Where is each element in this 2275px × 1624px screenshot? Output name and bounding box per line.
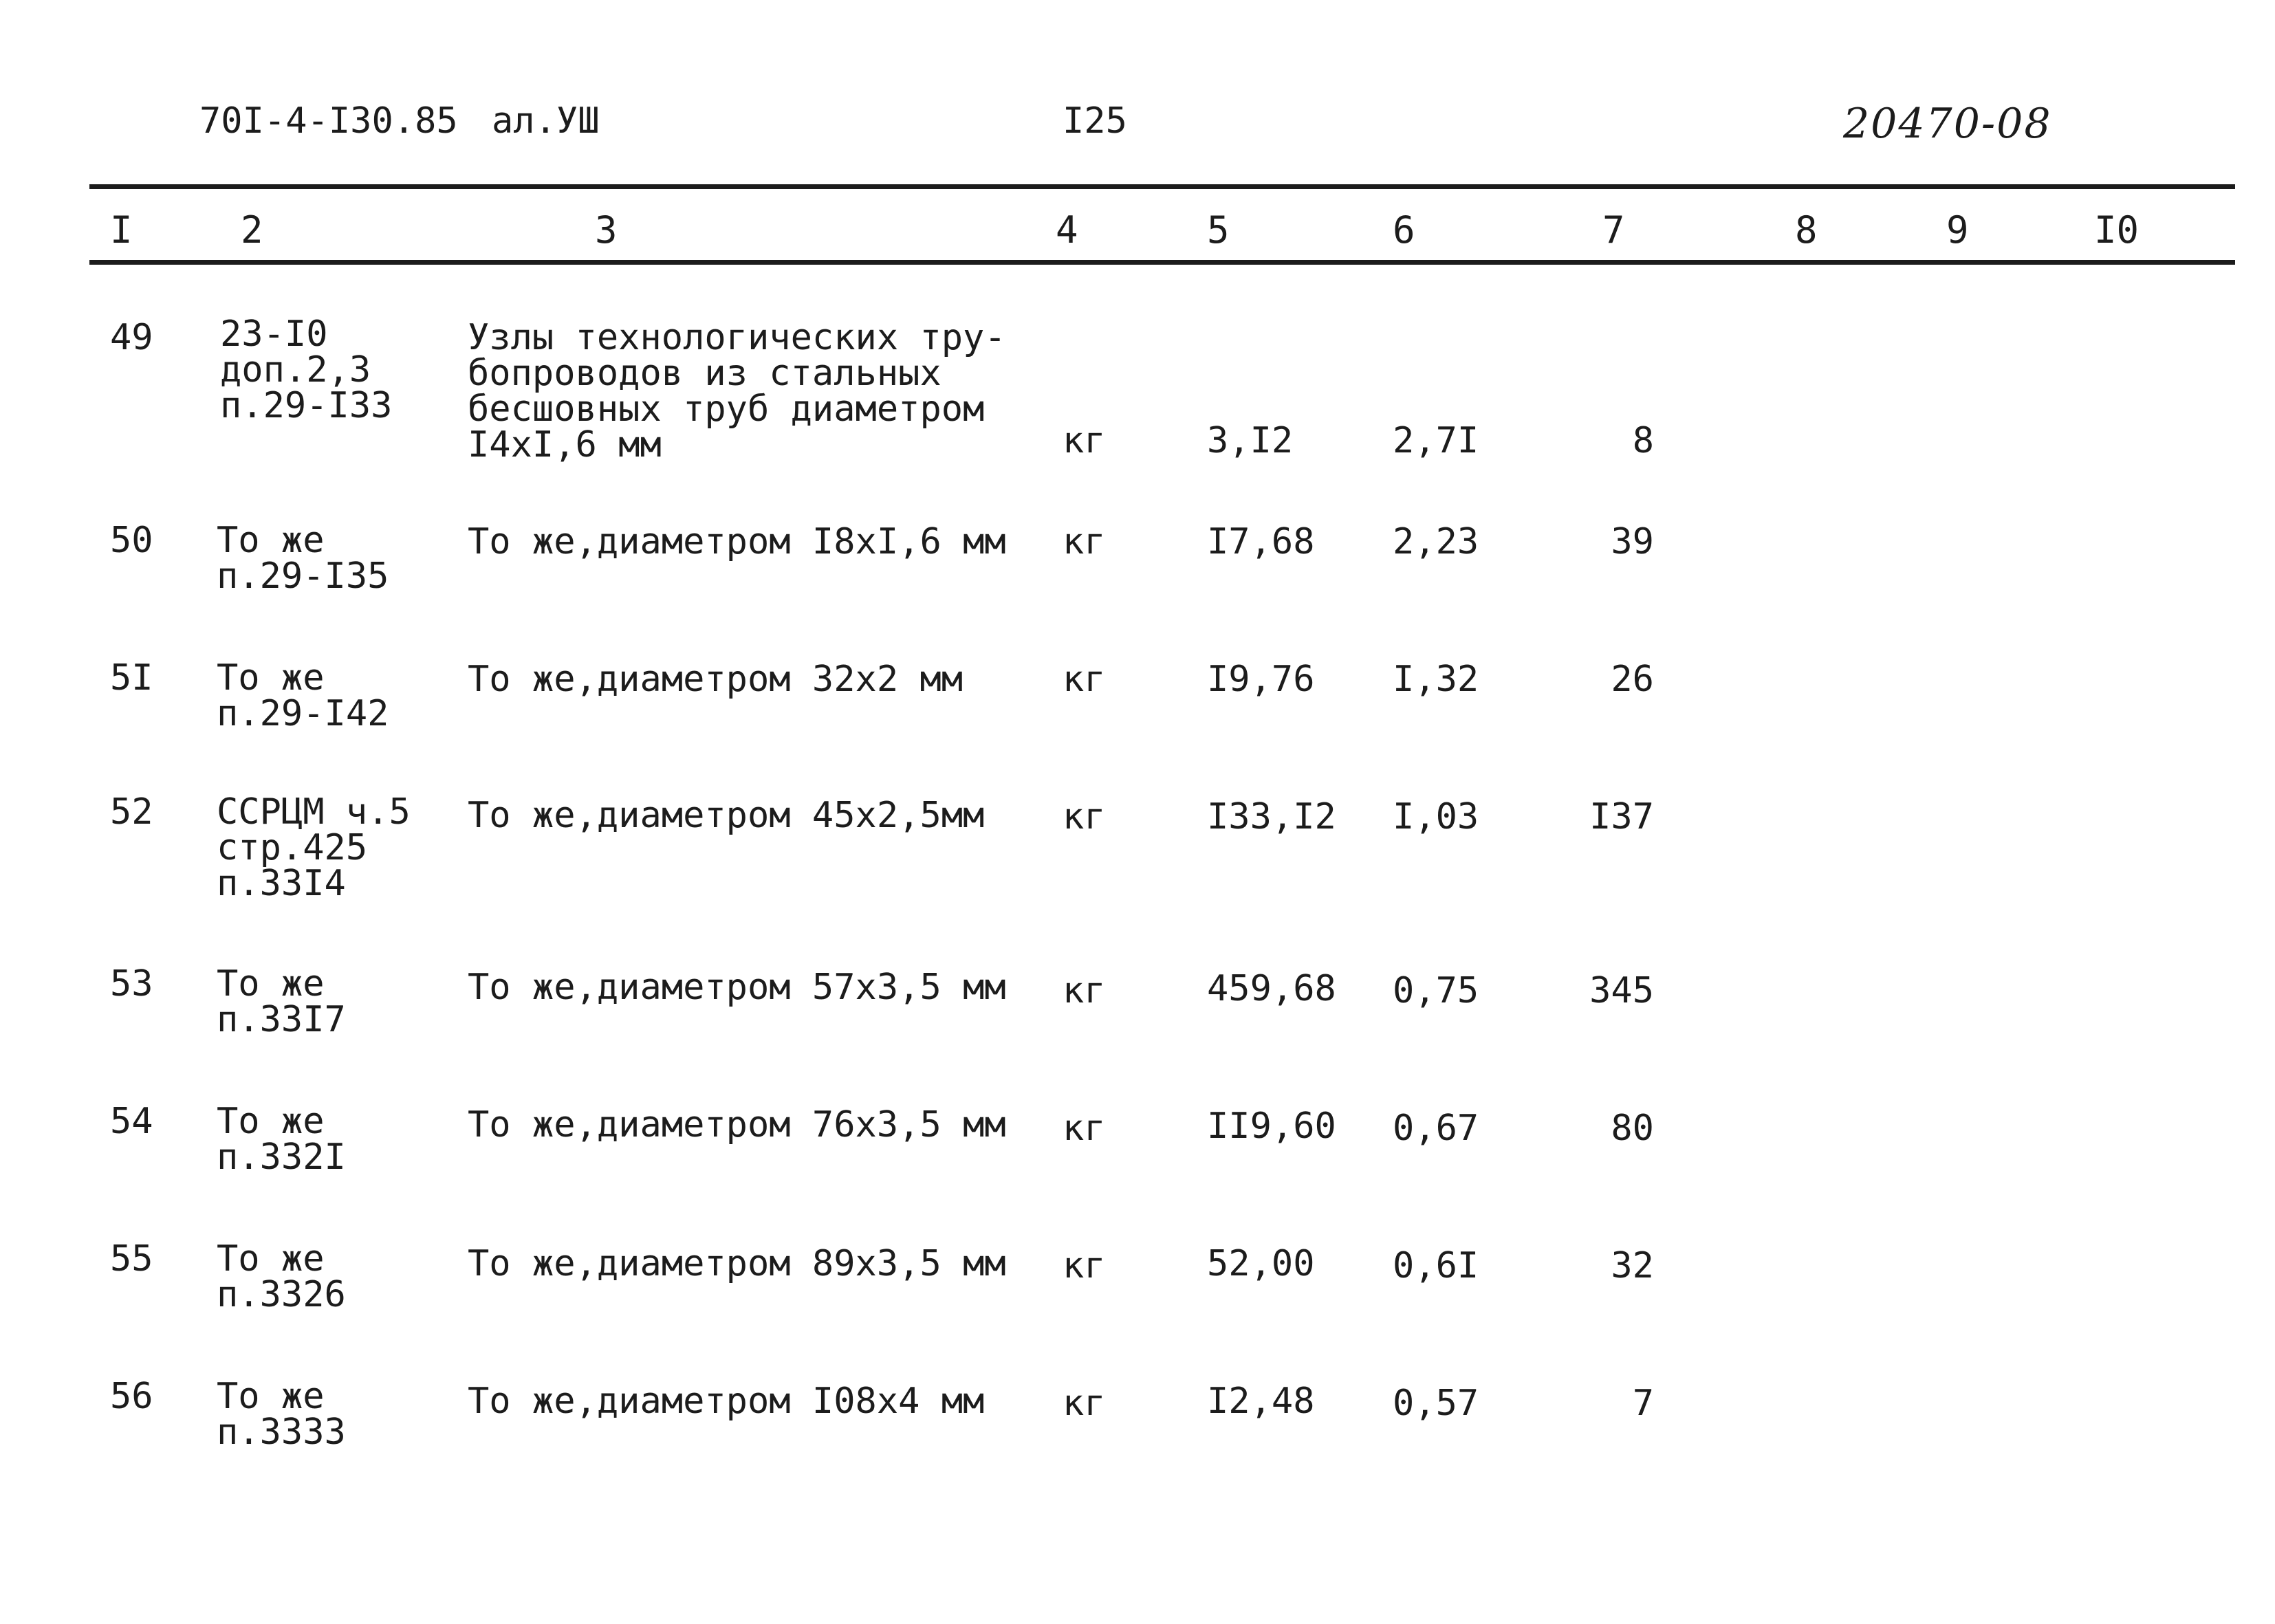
- coefficient: 0,67: [1393, 1108, 1479, 1149]
- col-header-10: I0: [2094, 208, 2140, 252]
- unit: кг: [1063, 1245, 1106, 1286]
- album-label: ал.УШ: [492, 100, 600, 142]
- work-description: То же,диаметром 57x3,5 мм: [468, 967, 1006, 1008]
- unit: кг: [1063, 970, 1106, 1011]
- col-header-9: 9: [1946, 208, 1969, 252]
- work-description: То же,диаметром 32x2 мм: [468, 659, 964, 700]
- total: 345: [1589, 970, 1654, 1011]
- quantity: I33,I2: [1207, 796, 1336, 837]
- norm-reference: То же п.332I: [217, 1101, 346, 1178]
- norm-reference: То же п.29-I42: [217, 657, 389, 734]
- total: 32: [1611, 1245, 1654, 1286]
- work-description: То же,диаметром I8xI,6 мм: [468, 521, 1006, 562]
- row-number: 54: [110, 1101, 153, 1142]
- total: 39: [1611, 521, 1654, 562]
- row-number: 5I: [110, 657, 153, 699]
- row-number: 55: [110, 1238, 153, 1280]
- quantity: I7,68: [1207, 521, 1315, 562]
- unit: кг: [1063, 521, 1106, 562]
- row-number: 50: [110, 520, 153, 561]
- unit: кг: [1063, 1108, 1106, 1149]
- norm-reference: ССРЦМ ч.5 стр.425 п.33I4: [217, 791, 411, 904]
- row-number: 49: [110, 317, 153, 358]
- norm-reference: То же п.29-I35: [217, 520, 389, 597]
- coefficient: 0,75: [1393, 970, 1479, 1011]
- doc-code: 70I-4-I30.85: [199, 100, 458, 142]
- row-number: 53: [110, 963, 153, 1005]
- col-header-8: 8: [1795, 208, 1818, 252]
- col-header-7: 7: [1602, 208, 1625, 252]
- norm-reference: То же п.3333: [217, 1376, 346, 1453]
- coefficient: 2,23: [1393, 521, 1479, 562]
- quantity: I9,76: [1207, 659, 1315, 700]
- col-header-4: 4: [1056, 208, 1078, 252]
- col-header-5: 5: [1207, 208, 1230, 252]
- coefficient: 0,57: [1393, 1383, 1479, 1424]
- norm-reference: То же п.3326: [217, 1238, 346, 1315]
- total: 8: [1632, 420, 1654, 461]
- coefficient: 2,7I: [1393, 420, 1479, 461]
- row-number: 52: [110, 791, 153, 833]
- col-header-6: 6: [1393, 208, 1415, 252]
- col-header-3: 3: [595, 208, 618, 252]
- work-description: То же,диаметром I08x4 мм: [468, 1381, 985, 1422]
- handwritten-number: 20470-08: [1843, 100, 2052, 148]
- col-header-1: I: [110, 208, 133, 252]
- table-top-rule: [89, 184, 2235, 189]
- unit: кг: [1063, 659, 1106, 700]
- coefficient: I,03: [1393, 796, 1479, 837]
- work-description: То же,диаметром 45x2,5мм: [468, 795, 985, 836]
- quantity: 3,I2: [1207, 420, 1294, 461]
- work-description: То же,диаметром 76x3,5 мм: [468, 1104, 1006, 1145]
- total: 80: [1611, 1108, 1654, 1149]
- page-number: I25: [1063, 100, 1127, 142]
- quantity: II9,60: [1207, 1106, 1336, 1147]
- quantity: 459,68: [1207, 968, 1336, 1009]
- work-description: То же,диаметром 89x3,5 мм: [468, 1243, 1006, 1284]
- unit: кг: [1063, 1383, 1106, 1424]
- work-description: Узлы технологических тру- бопроводов из стальных бесшовных труб диаметром I4xI,6 мм: [468, 317, 1006, 465]
- total: 7: [1632, 1383, 1654, 1424]
- total: 26: [1611, 659, 1654, 700]
- table-header-rule: [89, 260, 2235, 265]
- norm-reference: 23-I0 доп.2,3 п.29-I33: [220, 314, 393, 426]
- unit: кг: [1063, 796, 1106, 837]
- quantity: I2,48: [1207, 1381, 1315, 1422]
- total: I37: [1589, 796, 1654, 837]
- coefficient: 0,6I: [1393, 1245, 1479, 1286]
- col-header-2: 2: [241, 208, 263, 252]
- unit: кг: [1063, 420, 1106, 461]
- norm-reference: То же п.33I7: [217, 963, 346, 1040]
- coefficient: I,32: [1393, 659, 1479, 700]
- row-number: 56: [110, 1376, 153, 1417]
- quantity: 52,00: [1207, 1243, 1315, 1284]
